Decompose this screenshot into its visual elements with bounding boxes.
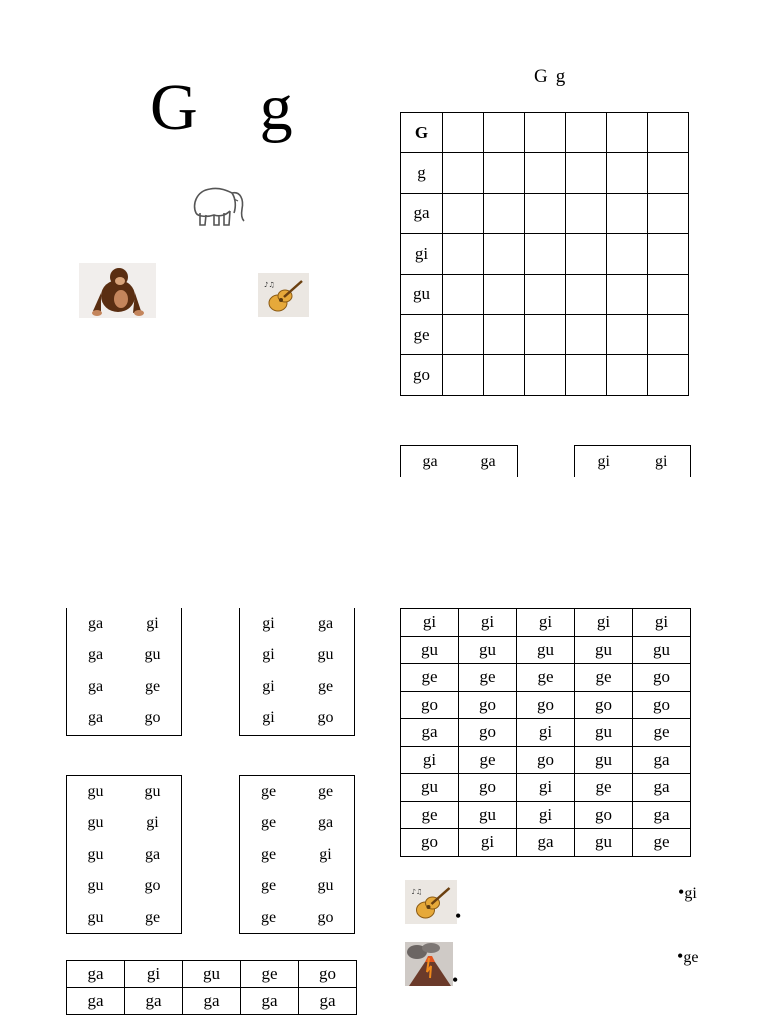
- syllable-cell: go: [144, 709, 161, 727]
- table-row: [401, 636, 691, 664]
- syllable-cell: gu: [317, 646, 334, 664]
- table-cell: gi: [459, 829, 517, 857]
- bottom-syllable-table: [66, 960, 357, 1015]
- syllable-box-row: [240, 808, 354, 840]
- table-cell: gi: [517, 719, 575, 747]
- syllable-cell: gu: [87, 814, 104, 832]
- table-cell: ge: [633, 719, 691, 747]
- table-row: [67, 988, 357, 1015]
- open-box-gi: [574, 445, 691, 477]
- title-uppercase-letter: G: [150, 71, 198, 144]
- syllable-cell: gi: [262, 646, 275, 664]
- table-cell: gu: [633, 636, 691, 664]
- writing-cell[interactable]: [525, 355, 566, 395]
- elephant-icon: [188, 183, 246, 229]
- table-cell: ge: [633, 829, 691, 857]
- grid-row-head: gi: [401, 234, 443, 274]
- writing-cell[interactable]: [648, 355, 689, 395]
- writing-cell[interactable]: [443, 314, 484, 354]
- syllable-box-row: [240, 640, 354, 672]
- writing-cell[interactable]: [525, 234, 566, 274]
- writing-cell[interactable]: [566, 193, 607, 233]
- table-cell: go: [517, 691, 575, 719]
- table-cell: gi: [517, 801, 575, 829]
- syllable-box-row: [67, 640, 181, 672]
- writing-cell[interactable]: [648, 113, 689, 153]
- letter-practice-grid: [400, 112, 689, 396]
- table-row: [401, 801, 691, 829]
- table-cell: ga: [633, 746, 691, 774]
- table-cell: ge: [575, 664, 633, 692]
- syllable-cell: gi: [262, 709, 275, 727]
- table-row: [67, 961, 357, 988]
- syllable-box-gi: [239, 608, 355, 736]
- syllable-cell: go: [144, 877, 161, 895]
- table-cell: go: [401, 691, 459, 719]
- open-box-cell: gi: [597, 452, 610, 470]
- writing-cell[interactable]: [443, 153, 484, 193]
- table-cell: go: [459, 774, 517, 802]
- writing-cell[interactable]: [566, 355, 607, 395]
- grid-row: [401, 113, 689, 153]
- table-row: [401, 774, 691, 802]
- syllable-box-row: [240, 871, 354, 903]
- syllable-cell: gi: [146, 614, 159, 632]
- grid-row-head: ga: [401, 193, 443, 233]
- syllable-cell: gu: [87, 908, 104, 926]
- writing-cell[interactable]: [566, 314, 607, 354]
- table-cell: gu: [575, 746, 633, 774]
- table-row: [401, 829, 691, 857]
- writing-cell[interactable]: [648, 234, 689, 274]
- writing-cell[interactable]: [566, 113, 607, 153]
- writing-cell[interactable]: [484, 153, 525, 193]
- syllable-cell: ge: [144, 677, 161, 695]
- open-box-cell: gi: [655, 452, 668, 470]
- table-cell: gu: [459, 636, 517, 664]
- table-cell: ga: [183, 988, 241, 1015]
- writing-cell[interactable]: [566, 274, 607, 314]
- table-cell: ga: [401, 719, 459, 747]
- grid-row: [401, 234, 689, 274]
- table-row: [401, 746, 691, 774]
- syllable-box-row: [240, 839, 354, 871]
- grid-row: [401, 274, 689, 314]
- grid-row-head: g: [401, 153, 443, 193]
- writing-cell[interactable]: [484, 113, 525, 153]
- syllable-box-row: [67, 808, 181, 840]
- writing-cell[interactable]: [443, 355, 484, 395]
- table-cell: ge: [517, 664, 575, 692]
- grid-row: [401, 153, 689, 193]
- table-cell: go: [517, 746, 575, 774]
- open-box-cell: ga: [480, 452, 496, 470]
- table-cell: gi: [401, 746, 459, 774]
- syllable-cell: ga: [317, 614, 334, 632]
- grid-row-head: gu: [401, 274, 443, 314]
- writing-cell[interactable]: [443, 274, 484, 314]
- syllable-cell: gi: [146, 814, 159, 832]
- writing-cell[interactable]: [443, 113, 484, 153]
- grid-row-head: G: [401, 113, 443, 153]
- syllable-cell: gu: [144, 646, 161, 664]
- writing-cell[interactable]: [484, 355, 525, 395]
- syllable-cell: gu: [144, 782, 161, 800]
- syllable-cell: ga: [317, 814, 334, 832]
- table-cell: ge: [401, 664, 459, 692]
- grid-row-head: ge: [401, 314, 443, 354]
- table-cell: ga: [633, 774, 691, 802]
- syllable-cell: gu: [87, 877, 104, 895]
- writing-cell[interactable]: [566, 153, 607, 193]
- match-option-gi[interactable]: [678, 882, 697, 903]
- table-cell: gi: [517, 774, 575, 802]
- syllable-cell: ge: [317, 677, 334, 695]
- match-label: ge: [683, 949, 699, 966]
- table-row: [401, 609, 691, 637]
- table-cell: go: [633, 664, 691, 692]
- grid-title: [534, 66, 565, 88]
- svg-text:♪♫: ♪♫: [411, 888, 423, 896]
- table-cell: gu: [401, 636, 459, 664]
- writing-cell[interactable]: [484, 314, 525, 354]
- syllable-cell: gi: [262, 614, 275, 632]
- syllable-cell: gu: [317, 877, 334, 895]
- syllable-box-row: [240, 671, 354, 703]
- table-cell: ga: [125, 988, 183, 1015]
- table-cell: ge: [459, 664, 517, 692]
- writing-cell[interactable]: [607, 274, 648, 314]
- guitar-image: [258, 273, 309, 317]
- syllable-cell: ge: [317, 782, 334, 800]
- open-box-ga: [400, 445, 518, 477]
- syllable-box-row: [240, 902, 354, 934]
- syllable-cell: gi: [262, 677, 275, 695]
- title-lowercase-letter: g: [259, 71, 293, 144]
- syllable-box-ge: [239, 775, 355, 934]
- match-dot-right[interactable]: •: [677, 946, 684, 966]
- writing-cell[interactable]: [525, 193, 566, 233]
- match-option-ge[interactable]: [677, 946, 698, 967]
- writing-cell[interactable]: [607, 193, 648, 233]
- table-cell: gi: [575, 609, 633, 637]
- table-cell: go: [299, 961, 357, 988]
- table-cell: gi: [517, 609, 575, 637]
- writing-cell[interactable]: [443, 193, 484, 233]
- table-cell: ga: [517, 829, 575, 857]
- table-cell: ge: [241, 961, 299, 988]
- syllable-table: [400, 608, 691, 857]
- syllable-cell: gu: [87, 845, 104, 863]
- table-cell: go: [459, 691, 517, 719]
- writing-cell[interactable]: [525, 153, 566, 193]
- table-cell: go: [633, 691, 691, 719]
- table-row: [401, 719, 691, 747]
- writing-cell[interactable]: [648, 314, 689, 354]
- syllable-box-row: [240, 608, 354, 640]
- writing-cell[interactable]: [607, 153, 648, 193]
- table-cell: gu: [183, 961, 241, 988]
- match-dot-right[interactable]: •: [678, 882, 685, 902]
- table-cell: ga: [633, 801, 691, 829]
- syllable-cell: ge: [260, 877, 277, 895]
- syllable-box-gu: [66, 775, 182, 934]
- grid-title-lower: g: [555, 66, 566, 87]
- table-cell: go: [401, 829, 459, 857]
- guitar-icon: [405, 880, 457, 924]
- open-box-cell: ga: [422, 452, 438, 470]
- writing-cell[interactable]: [525, 314, 566, 354]
- writing-cell[interactable]: [648, 153, 689, 193]
- table-cell: go: [459, 719, 517, 747]
- match-dot-left[interactable]: •: [455, 906, 462, 926]
- syllable-box-row: [67, 839, 181, 871]
- syllable-box-row: [67, 671, 181, 703]
- table-cell: gi: [401, 609, 459, 637]
- table-cell: gi: [459, 609, 517, 637]
- syllable-cell: ga: [87, 646, 104, 664]
- table-cell: gi: [633, 609, 691, 637]
- match-dot-left[interactable]: •: [452, 970, 459, 990]
- writing-cell[interactable]: [607, 314, 648, 354]
- writing-cell[interactable]: [443, 234, 484, 274]
- volcano-icon: [405, 942, 453, 986]
- table-cell: gu: [401, 774, 459, 802]
- gorilla-image: [79, 263, 156, 318]
- writing-cell[interactable]: [648, 274, 689, 314]
- table-cell: ga: [67, 988, 125, 1015]
- writing-cell[interactable]: [607, 113, 648, 153]
- match-label: gi: [684, 885, 697, 902]
- writing-cell[interactable]: [607, 355, 648, 395]
- syllable-cell: gu: [87, 782, 104, 800]
- table-cell: ga: [241, 988, 299, 1015]
- table-cell: ge: [575, 774, 633, 802]
- table-cell: ga: [299, 988, 357, 1015]
- syllable-box-row: [67, 608, 181, 640]
- writing-cell[interactable]: [484, 274, 525, 314]
- writing-cell[interactable]: [566, 234, 607, 274]
- table-cell: go: [575, 801, 633, 829]
- syllable-cell: ga: [87, 614, 104, 632]
- syllable-cell: gi: [319, 845, 332, 863]
- table-cell: gu: [517, 636, 575, 664]
- syllable-box-row: [240, 776, 354, 808]
- table-cell: gu: [459, 801, 517, 829]
- syllable-cell: ge: [260, 782, 277, 800]
- page-title: [150, 68, 293, 148]
- syllable-box-row: [67, 703, 181, 735]
- writing-cell[interactable]: [484, 234, 525, 274]
- syllable-cell: go: [317, 709, 334, 727]
- writing-cell[interactable]: [484, 193, 525, 233]
- syllable-box-ga: [66, 608, 182, 736]
- table-cell: gu: [575, 829, 633, 857]
- syllable-box-row: [67, 902, 181, 934]
- syllable-cell: ga: [87, 709, 104, 727]
- writing-cell[interactable]: [648, 193, 689, 233]
- table-cell: gu: [575, 636, 633, 664]
- table-row: [401, 664, 691, 692]
- writing-cell[interactable]: [525, 113, 566, 153]
- writing-cell[interactable]: [525, 274, 566, 314]
- syllable-cell: ge: [260, 908, 277, 926]
- writing-cell[interactable]: [607, 234, 648, 274]
- table-cell: ga: [67, 961, 125, 988]
- table-cell: gi: [125, 961, 183, 988]
- syllable-cell: ga: [87, 677, 104, 695]
- syllable-box-row: [67, 776, 181, 808]
- grid-title-upper: G: [534, 66, 548, 87]
- svg-text:♪♫: ♪♫: [264, 281, 275, 289]
- syllable-cell: ge: [260, 814, 277, 832]
- table-cell: ge: [459, 746, 517, 774]
- grid-row-head: go: [401, 355, 443, 395]
- table-cell: ge: [401, 801, 459, 829]
- grid-row: [401, 355, 689, 395]
- syllable-cell: go: [317, 908, 334, 926]
- table-cell: go: [575, 691, 633, 719]
- table-row: [401, 691, 691, 719]
- syllable-cell: ge: [260, 845, 277, 863]
- table-cell: gu: [575, 719, 633, 747]
- grid-row: [401, 193, 689, 233]
- syllable-cell: ga: [144, 845, 161, 863]
- syllable-box-row: [67, 871, 181, 903]
- syllable-cell: ge: [144, 908, 161, 926]
- grid-row: [401, 314, 689, 354]
- syllable-box-row: [240, 703, 354, 735]
